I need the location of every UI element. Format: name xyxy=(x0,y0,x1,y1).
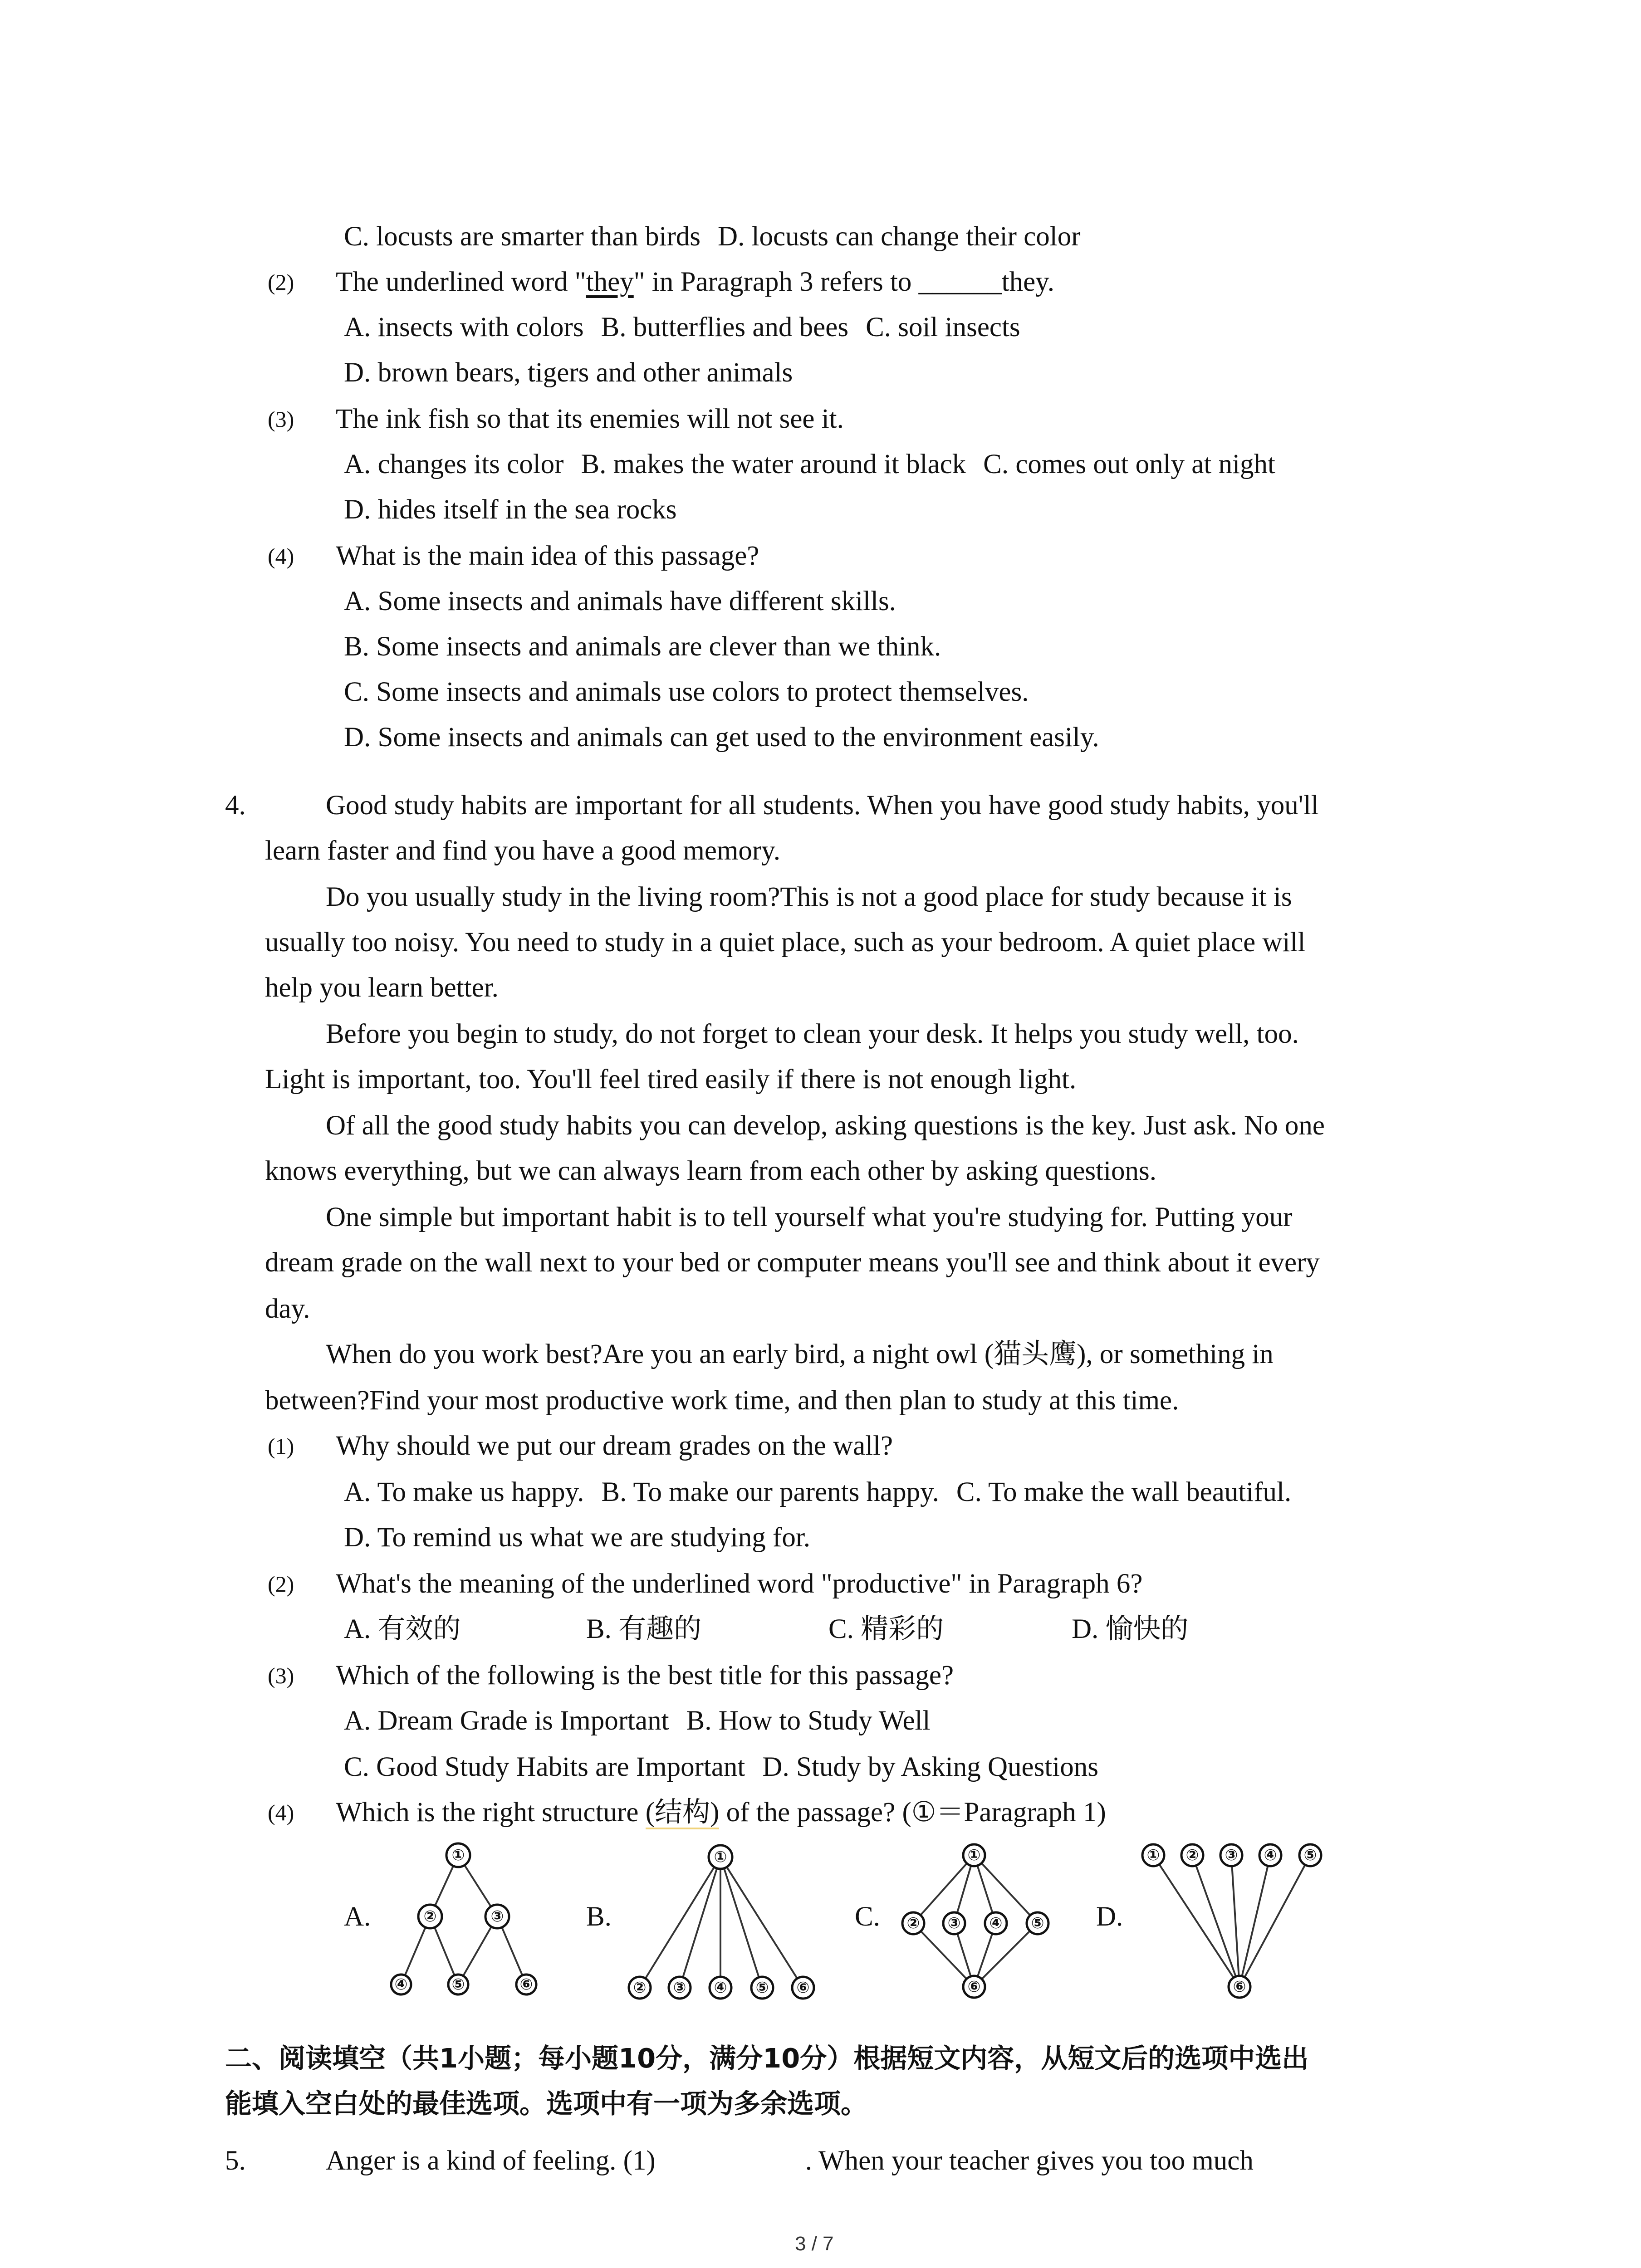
q4-sub2-option-a: A. 有效的 xyxy=(344,1614,461,1644)
q3-sub1-options-cd xyxy=(344,219,1098,255)
q5-text-pre: Anger is a kind of feeling. (1) xyxy=(326,2146,656,2176)
q4-passage-line: help you learn better. xyxy=(265,973,499,1003)
q5-text xyxy=(326,2143,1254,2179)
q4-passage-line: learn faster and find you have a good memory. xyxy=(265,836,781,866)
q3-sub3-option-a: A. changes its color xyxy=(344,449,564,479)
q4-number: 4. xyxy=(225,790,246,821)
q4-passage-line: knows everything, but we can always learn from each other by asking questions. xyxy=(265,1156,1157,1186)
diagram-d-node: ⑥ xyxy=(1233,1978,1246,1996)
q3-sub2-option-b: B. butterflies and bees xyxy=(601,312,849,342)
diagram-a-node: ④ xyxy=(394,1975,408,1994)
q3-sub1-option-c: C. locusts are smarter than birds xyxy=(344,221,701,252)
q4-sub1-option-b: B. To make our parents happy. xyxy=(601,1477,939,1507)
diagram-label-b: B. xyxy=(586,1901,612,1932)
q3-sub3-number: (3) xyxy=(268,406,294,432)
q3-sub3-stem: The ink fish so that its enemies will not see it. xyxy=(336,404,844,434)
page-number: 3 / 7 xyxy=(795,2233,834,2255)
diagram-b-node: ⑥ xyxy=(796,1979,810,1997)
diagram-c-node: ② xyxy=(906,1914,920,1932)
structure-diagram-b xyxy=(626,1837,835,2005)
structure-diagram-d xyxy=(1139,1837,1347,2005)
q4-sub3-option-b: B. How to Study Well xyxy=(686,1706,931,1736)
q3-sub4-option-a: A. Some insects and animals have different skills. xyxy=(344,586,896,616)
q4-sub4-number: (4) xyxy=(268,1800,294,1825)
q4-passage-line: Good study habits are important for all students. When you have good study habits, you'll xyxy=(326,790,1319,821)
q4-passage-line: One simple but important habit is to tell yourself what you're studying for. Putting your xyxy=(326,1202,1293,1232)
q4-sub1-option-c: C. To make the wall beautiful. xyxy=(956,1477,1292,1507)
q3-sub1-option-d: D. locusts can change their color xyxy=(718,221,1081,252)
diagram-d-node: ⑤ xyxy=(1303,1846,1317,1864)
section-heading: 能填入空白处的最佳选项。选项中有一项为多余选项。 xyxy=(225,2088,868,2119)
q3-sub4-option-d: D. Some insects and animals can get used to the environment easily. xyxy=(344,722,1099,753)
q3-sub4-number: (4) xyxy=(268,543,294,569)
diagram-b-node: ③ xyxy=(673,1979,686,1997)
q4-sub2-option-d: D. 愉快的 xyxy=(1072,1614,1189,1644)
diagram-b-node: ① xyxy=(714,1848,727,1866)
diagram-label-a: A. xyxy=(344,1901,371,1932)
q4-passage-line: between?Find your most productive work time, and then plan to study at this time. xyxy=(265,1385,1179,1416)
q4-sub1-option-a: A. To make us happy. xyxy=(344,1477,584,1507)
q3-sub2-number: (2) xyxy=(268,269,294,295)
q3-sub2-underlined-word: they xyxy=(586,267,634,297)
section-heading: 二、阅读填空（共1小题；每小题10分，满分10分）根据短文内容，从短文后的选项中选出 xyxy=(225,2043,1309,2074)
diagram-b-node: ④ xyxy=(714,1979,727,1997)
diagram-d-node: ④ xyxy=(1264,1846,1277,1864)
structure-diagram-a xyxy=(390,1837,563,2005)
q3-sub3-option-b: B. makes the water around it black xyxy=(581,449,966,479)
q3-sub2-option-d: D. brown bears, tigers and other animals xyxy=(344,357,793,388)
q4-passage-line: Do you usually study in the living room?This is not a good place for study because it is xyxy=(326,882,1292,912)
q5-text-post: . When your teacher gives you too much xyxy=(805,2146,1254,2176)
q4-sub3-number: (3) xyxy=(268,1663,294,1688)
q4-sub4-stem-struct: (结构) xyxy=(646,1797,720,1829)
q4-sub4-stem xyxy=(336,1794,1106,1831)
q3-sub3-option-c: C. comes out only at night xyxy=(983,449,1275,479)
q3-sub4-option-c: C. Some insects and animals use colors to protect themselves. xyxy=(344,677,1029,707)
q4-sub3-option-d: D. Study by Asking Questions xyxy=(762,1752,1098,1782)
diagram-c-node: ④ xyxy=(989,1914,1003,1932)
q4-sub2-option-c: C. 精彩的 xyxy=(828,1614,944,1644)
q4-passage-line: When do you work best?Are you an early bird, a night owl (猫头鹰), or something in xyxy=(326,1339,1274,1369)
q5-number: 5. xyxy=(225,2146,246,2176)
q4-passage-line: Light is important, too. You'll feel tired easily if there is not enough light. xyxy=(265,1064,1077,1095)
q3-sub2-options-row1 xyxy=(344,309,1038,346)
q3-sub2-stem-post: " in Paragraph 3 refers to ______they. xyxy=(633,267,1054,297)
q4-sub2-option-b: B. 有趣的 xyxy=(586,1614,702,1644)
q4-sub3-options-row2 xyxy=(344,1749,1116,1785)
diagram-label-c: C. xyxy=(855,1901,880,1932)
q4-sub3-option-c: C. Good Study Habits are Important xyxy=(344,1752,745,1782)
q3-sub2-stem xyxy=(336,264,1054,300)
diagram-a-node: ① xyxy=(451,1846,465,1864)
diagram-a-node: ⑤ xyxy=(451,1975,465,1994)
q4-sub2-stem: What's the meaning of the underlined word "productive" in Paragraph 6? xyxy=(336,1569,1143,1599)
q4-sub3-stem: Which of the following is the best title for this passage? xyxy=(336,1660,954,1691)
diagram-b-node: ② xyxy=(633,1979,647,1997)
structure-diagram-c xyxy=(901,1837,1064,2005)
q4-passage-line: usually too noisy. You need to study in a quiet place, such as your bedroom. A quiet place will xyxy=(265,927,1306,958)
q3-sub2-option-c: C. soil insects xyxy=(866,312,1020,342)
diagram-c-node: ③ xyxy=(947,1914,961,1932)
q4-passage-line: dream grade on the wall next to your bed or computer means you'll see and think about it every xyxy=(265,1247,1320,1278)
diagram-c-node: ⑥ xyxy=(967,1978,981,1996)
q4-passage-line: day. xyxy=(265,1294,310,1324)
q4-sub4-stem-pre: Which is the right structure xyxy=(336,1797,646,1828)
diagram-label-d: D. xyxy=(1096,1901,1123,1932)
diagram-a-node: ⑥ xyxy=(519,1975,533,1994)
q3-sub4-option-b: B. Some insects and animals are clever than we think. xyxy=(344,631,941,662)
diagram-c-node: ① xyxy=(967,1846,981,1864)
q4-sub1-option-d: D. To remind us what we are studying for. xyxy=(344,1522,811,1553)
diagram-c-node: ⑤ xyxy=(1031,1914,1044,1932)
q4-sub3-option-a: A. Dream Grade is Important xyxy=(344,1706,669,1736)
q4-sub1-options-row1 xyxy=(344,1474,1308,1510)
q4-sub4-stem-post: of the passage? (①＝Paragraph 1) xyxy=(719,1797,1106,1828)
q3-sub2-stem-pre: The underlined word " xyxy=(336,267,586,297)
q4-passage-line: Of all the good study habits you can develop, asking questions is the key. Just ask. No one xyxy=(326,1110,1325,1141)
q4-sub3-options-row1 xyxy=(344,1703,947,1739)
diagram-d-node: ② xyxy=(1185,1846,1199,1864)
diagram-a-node: ③ xyxy=(490,1907,504,1926)
diagram-b-node: ⑤ xyxy=(755,1979,769,1997)
diagram-d-node: ① xyxy=(1146,1846,1160,1864)
q3-sub3-option-d: D. hides itself in the sea rocks xyxy=(344,494,677,525)
diagram-a-node: ② xyxy=(423,1907,437,1926)
q3-sub2-option-a: A. insects with colors xyxy=(344,312,584,342)
q3-sub4-stem: What is the main idea of this passage? xyxy=(336,541,759,571)
q4-sub1-stem: Why should we put our dream grades on the wall? xyxy=(336,1431,893,1461)
q4-passage-line: Before you begin to study, do not forget to clean your desk. It helps you study well, too. xyxy=(326,1019,1299,1049)
diagram-d-node: ③ xyxy=(1225,1846,1238,1864)
q4-sub2-number: (2) xyxy=(268,1571,294,1597)
q4-sub1-number: (1) xyxy=(268,1433,294,1459)
q3-sub3-options-row1 xyxy=(344,446,1293,483)
